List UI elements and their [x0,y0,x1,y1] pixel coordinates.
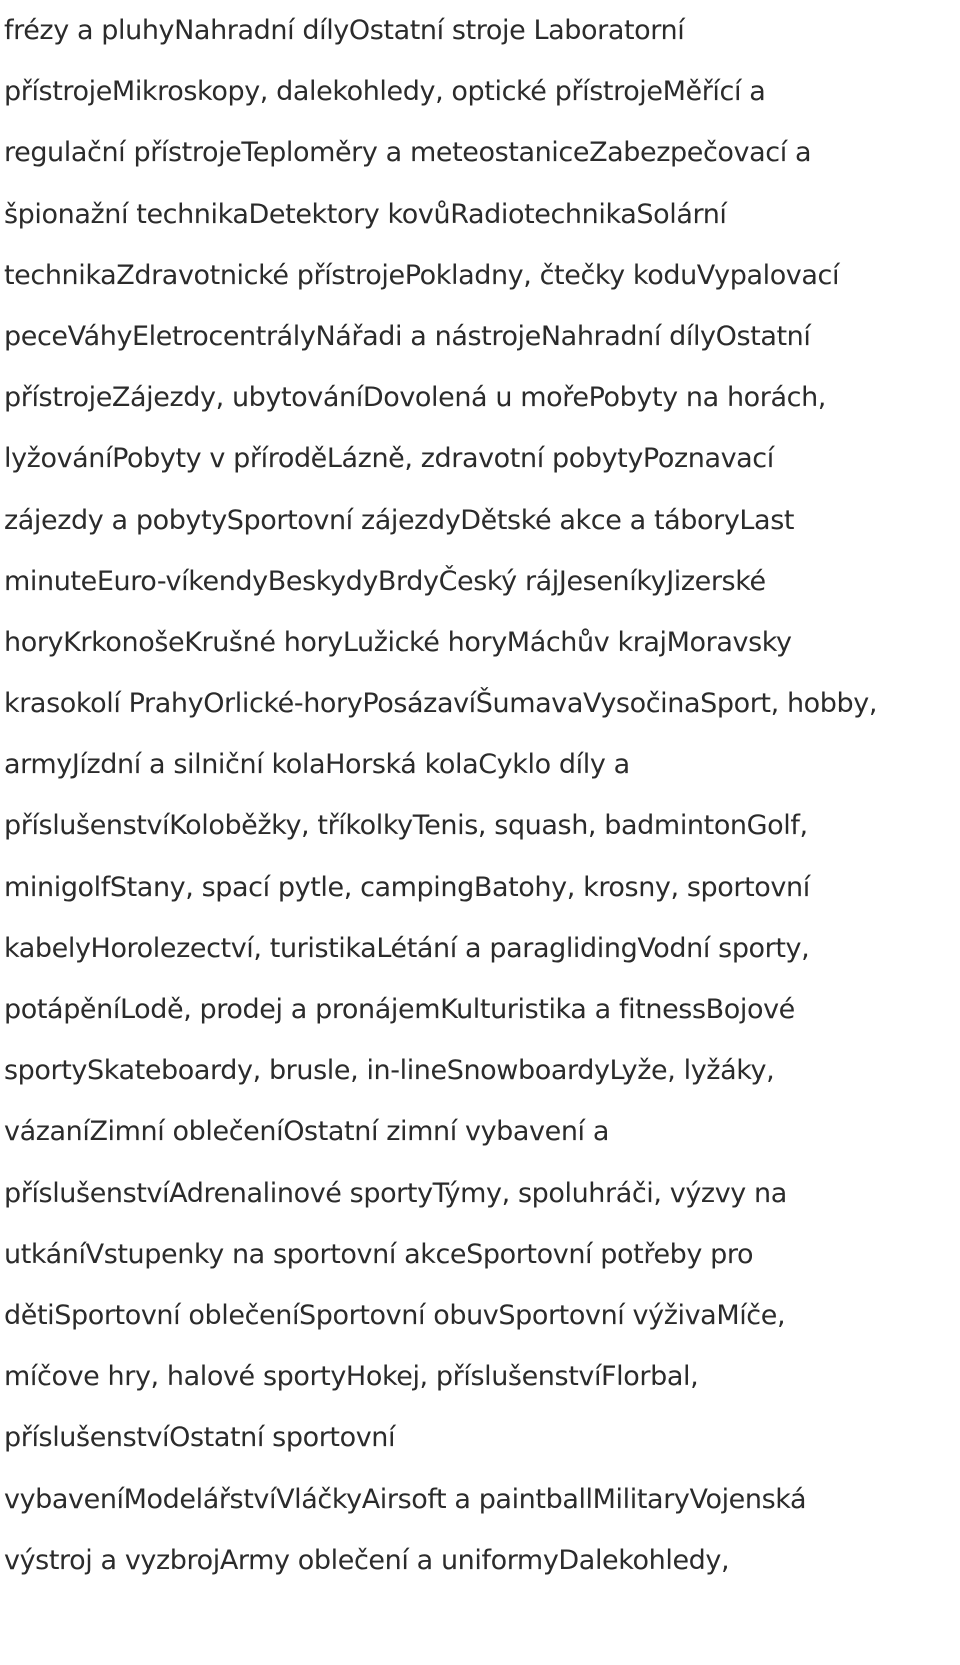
text-line[interactable]: technikaZdravotnické přístrojePokladny, čtečky koduVypalovací [4,259,840,291]
text-line[interactable]: armyJízdní a silniční kolaHorská kolaCyklo díly a [4,749,630,781]
text-line[interactable]: vybaveníModelářstvíVláčkyAirsoft a paintballMilitaryVojenská [4,1483,807,1515]
text-line[interactable]: přístrojeZájezdy, ubytováníDovolená u mořePobyty na horách, [4,382,826,414]
text-line[interactable]: sportySkateboardy, brusle, in-lineSnowboardyLyže, lyžáky, [4,1055,775,1087]
text-line[interactable]: frézy a pluhyNahradní dílyOstatní stroje Laboratorní [4,15,685,46]
text-line[interactable]: špionažní technikaDetektory kovůRadiotechnikaSolární [4,198,727,230]
text-line[interactable]: míčove hry, halové sportyHokej, příslušenstvíFlorbal, [4,1361,699,1393]
text-line[interactable]: minigolfStany, spací pytle, campingBatohy, krosny, sportovní [4,871,810,903]
text-line[interactable]: horyKrkonošeKrušné horyLužické horyMáchův krajMoravsky [4,626,792,658]
text-line[interactable]: utkáníVstupenky na sportovní akceSportovní potřeby pro [4,1238,754,1270]
text-line[interactable]: přístrojeMikroskopy, dalekohledy, optické přístrojeMěřící a [4,76,766,108]
text-line[interactable]: vázaníZimní oblečeníOstatní zimní vybavení a [4,1116,609,1148]
text-line[interactable]: minuteEuro-víkendyBeskydyBrdyČeský rájJeseníkyJizerské [4,565,766,597]
text-line[interactable]: potápěníLodě, prodej a pronájemKulturistika a fitnessBojové [4,994,795,1025]
text-line[interactable]: zájezdy a pobytySportovní zájezdyDětské akce a táboryLast [4,504,795,536]
text-line[interactable]: příslušenstvíAdrenalinové sportyTýmy, spoluhráči, výzvy na [4,1177,787,1209]
text-line[interactable]: příslušenstvíOstatní sportovní [4,1422,396,1454]
text-line[interactable]: krasokolí PrahyOrlické-horyPosázavíŠumavaVysočinaSport, hobby, [4,688,878,720]
text-line[interactable]: výstroj a vyzbrojArmy oblečení a uniformyDalekohledy, [4,1544,730,1576]
text-line[interactable]: kabelyHorolezectví, turistikaLétání a paraglidingVodní sporty, [4,932,810,964]
category-text-block [4,0,954,1591]
text-line[interactable]: peceVáhyEletrocentrályNářadi a nástrojeNahradní dílyOstatní [4,320,811,352]
text-line[interactable]: příslušenstvíKoloběžky, tříkolkyTenis, squash, badmintonGolf, [4,810,808,842]
text-line[interactable]: lyžováníPobyty v příroděLázně, zdravotní pobytyPoznavací [4,443,774,475]
text-line[interactable]: regulační přístrojeTeploměry a meteostaniceZabezpečovací a [4,137,812,169]
text-line[interactable]: dětiSportovní oblečeníSportovní obuvSportovní výživaMíče, [4,1299,786,1331]
